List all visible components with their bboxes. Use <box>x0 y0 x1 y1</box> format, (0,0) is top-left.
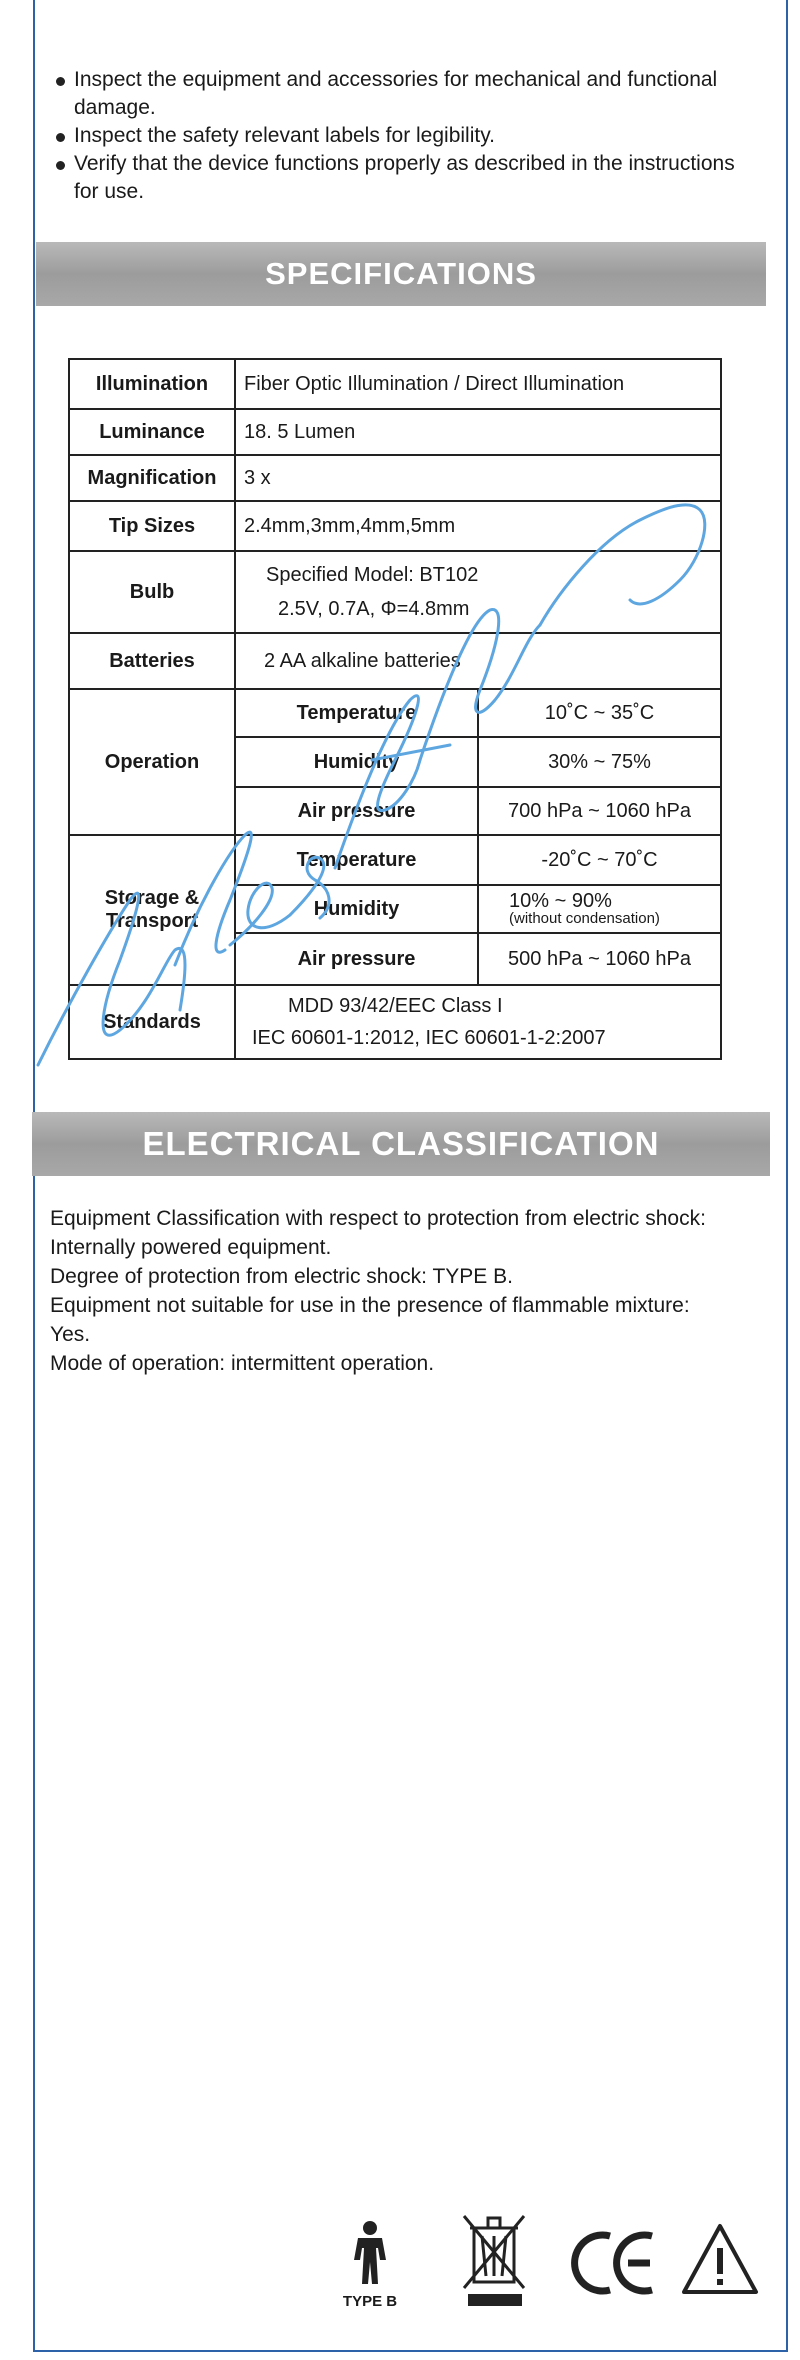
batteries-label: Batteries <box>69 633 235 689</box>
specifications-heading: SPECIFICATIONS <box>36 242 766 306</box>
operation-label: Operation <box>69 689 235 835</box>
tip-sizes-value: 2.4mm,3mm,4mm,5mm <box>235 501 721 551</box>
storage-humidity-label: Humidity <box>235 885 478 933</box>
table-row <box>69 501 721 551</box>
list-item: Inspect the equipment and accessories for mechanical and functional damage. <box>50 66 750 122</box>
electrical-line: Equipment not suitable for use in the presence of flammable mixture: <box>50 1294 690 1317</box>
storage-label-line2: Transport <box>105 910 199 932</box>
inspection-list <box>50 66 750 206</box>
type-b-label: TYPE B <box>342 2293 398 2310</box>
weee-crossed-bin-icon <box>460 2210 530 2310</box>
storage-air-pressure-label: Air pressure <box>235 933 478 985</box>
magnification-label: Magnification <box>69 455 235 501</box>
storage-temperature-label: Temperature <box>235 835 478 885</box>
electrical-line: Mode of operation: intermittent operation. <box>50 1352 435 1375</box>
operation-air-pressure-value: 700 hPa ~ 1060 hPa <box>478 787 721 835</box>
operation-temperature-value: 10˚C ~ 35˚C <box>478 689 721 737</box>
illumination-value: Fiber Optic Illumination / Direct Illumination <box>235 359 721 409</box>
electrical-classification-text <box>50 1204 770 1378</box>
table-row <box>69 689 721 737</box>
ce-mark-icon <box>570 2228 660 2298</box>
storage-label-line1: Storage & <box>104 887 200 909</box>
table-row <box>69 455 721 501</box>
illumination-label: Illumination <box>69 359 235 409</box>
electrical-line: Degree of protection from electric shock: TYPE B. <box>50 1265 513 1288</box>
table-row <box>69 985 721 1059</box>
page-frame <box>33 0 788 2352</box>
operation-humidity-value: 30% ~ 75% <box>478 737 721 787</box>
storage-transport-label <box>69 835 235 985</box>
electrical-line: Yes. <box>50 1323 91 1346</box>
bulb-label: Bulb <box>69 551 235 633</box>
bulb-rating: 2.5V, 0.7A, Φ=4.8mm <box>278 598 470 620</box>
storage-humidity-range: 10% ~ 90% <box>509 890 612 912</box>
luminance-label: Luminance <box>69 409 235 455</box>
electrical-classification-heading: ELECTRICAL CLASSIFICATION <box>32 1112 770 1176</box>
standards-value <box>235 985 721 1059</box>
list-item: Inspect the safety relevant labels for legibility. <box>50 122 750 150</box>
standards-iec: IEC 60601-1:2012, IEC 60601-1-2:2007 <box>252 1027 606 1049</box>
electrical-line: Internally powered equipment. <box>50 1236 332 1259</box>
regulatory-symbols <box>330 2210 770 2320</box>
luminance-value: 18. 5 Lumen <box>235 409 721 455</box>
list-item: Verify that the device functions properly as described in the instructions for use. <box>50 150 750 206</box>
type-b-applied-part-icon <box>330 2218 410 2318</box>
table-row <box>69 359 721 409</box>
bulb-value <box>235 551 721 633</box>
storage-humidity-value <box>478 885 721 933</box>
standards-mdd: MDD 93/42/EEC Class I <box>288 995 503 1017</box>
table-row <box>69 835 721 885</box>
specifications-table <box>68 358 722 1060</box>
standards-label: Standards <box>69 985 235 1059</box>
warning-triangle-icon <box>680 2222 760 2302</box>
electrical-line: Equipment Classification with respect to protection from electric shock: <box>50 1207 706 1230</box>
storage-temperature-value: -20˚C ~ 70˚C <box>478 835 721 885</box>
storage-humidity-note: (without condensation) <box>509 910 660 927</box>
storage-air-pressure-value: 500 hPa ~ 1060 hPa <box>478 933 721 985</box>
operation-humidity-label: Humidity <box>235 737 478 787</box>
bulb-model: Specified Model: BT102 <box>266 564 479 586</box>
operation-air-pressure-label: Air pressure <box>235 787 478 835</box>
batteries-value: 2 AA alkaline batteries <box>235 633 721 689</box>
operation-temperature-label: Temperature <box>235 689 478 737</box>
table-row <box>69 633 721 689</box>
tip-sizes-label: Tip Sizes <box>69 501 235 551</box>
magnification-value: 3 x <box>235 455 721 501</box>
table-row <box>69 551 721 633</box>
table-row <box>69 409 721 455</box>
